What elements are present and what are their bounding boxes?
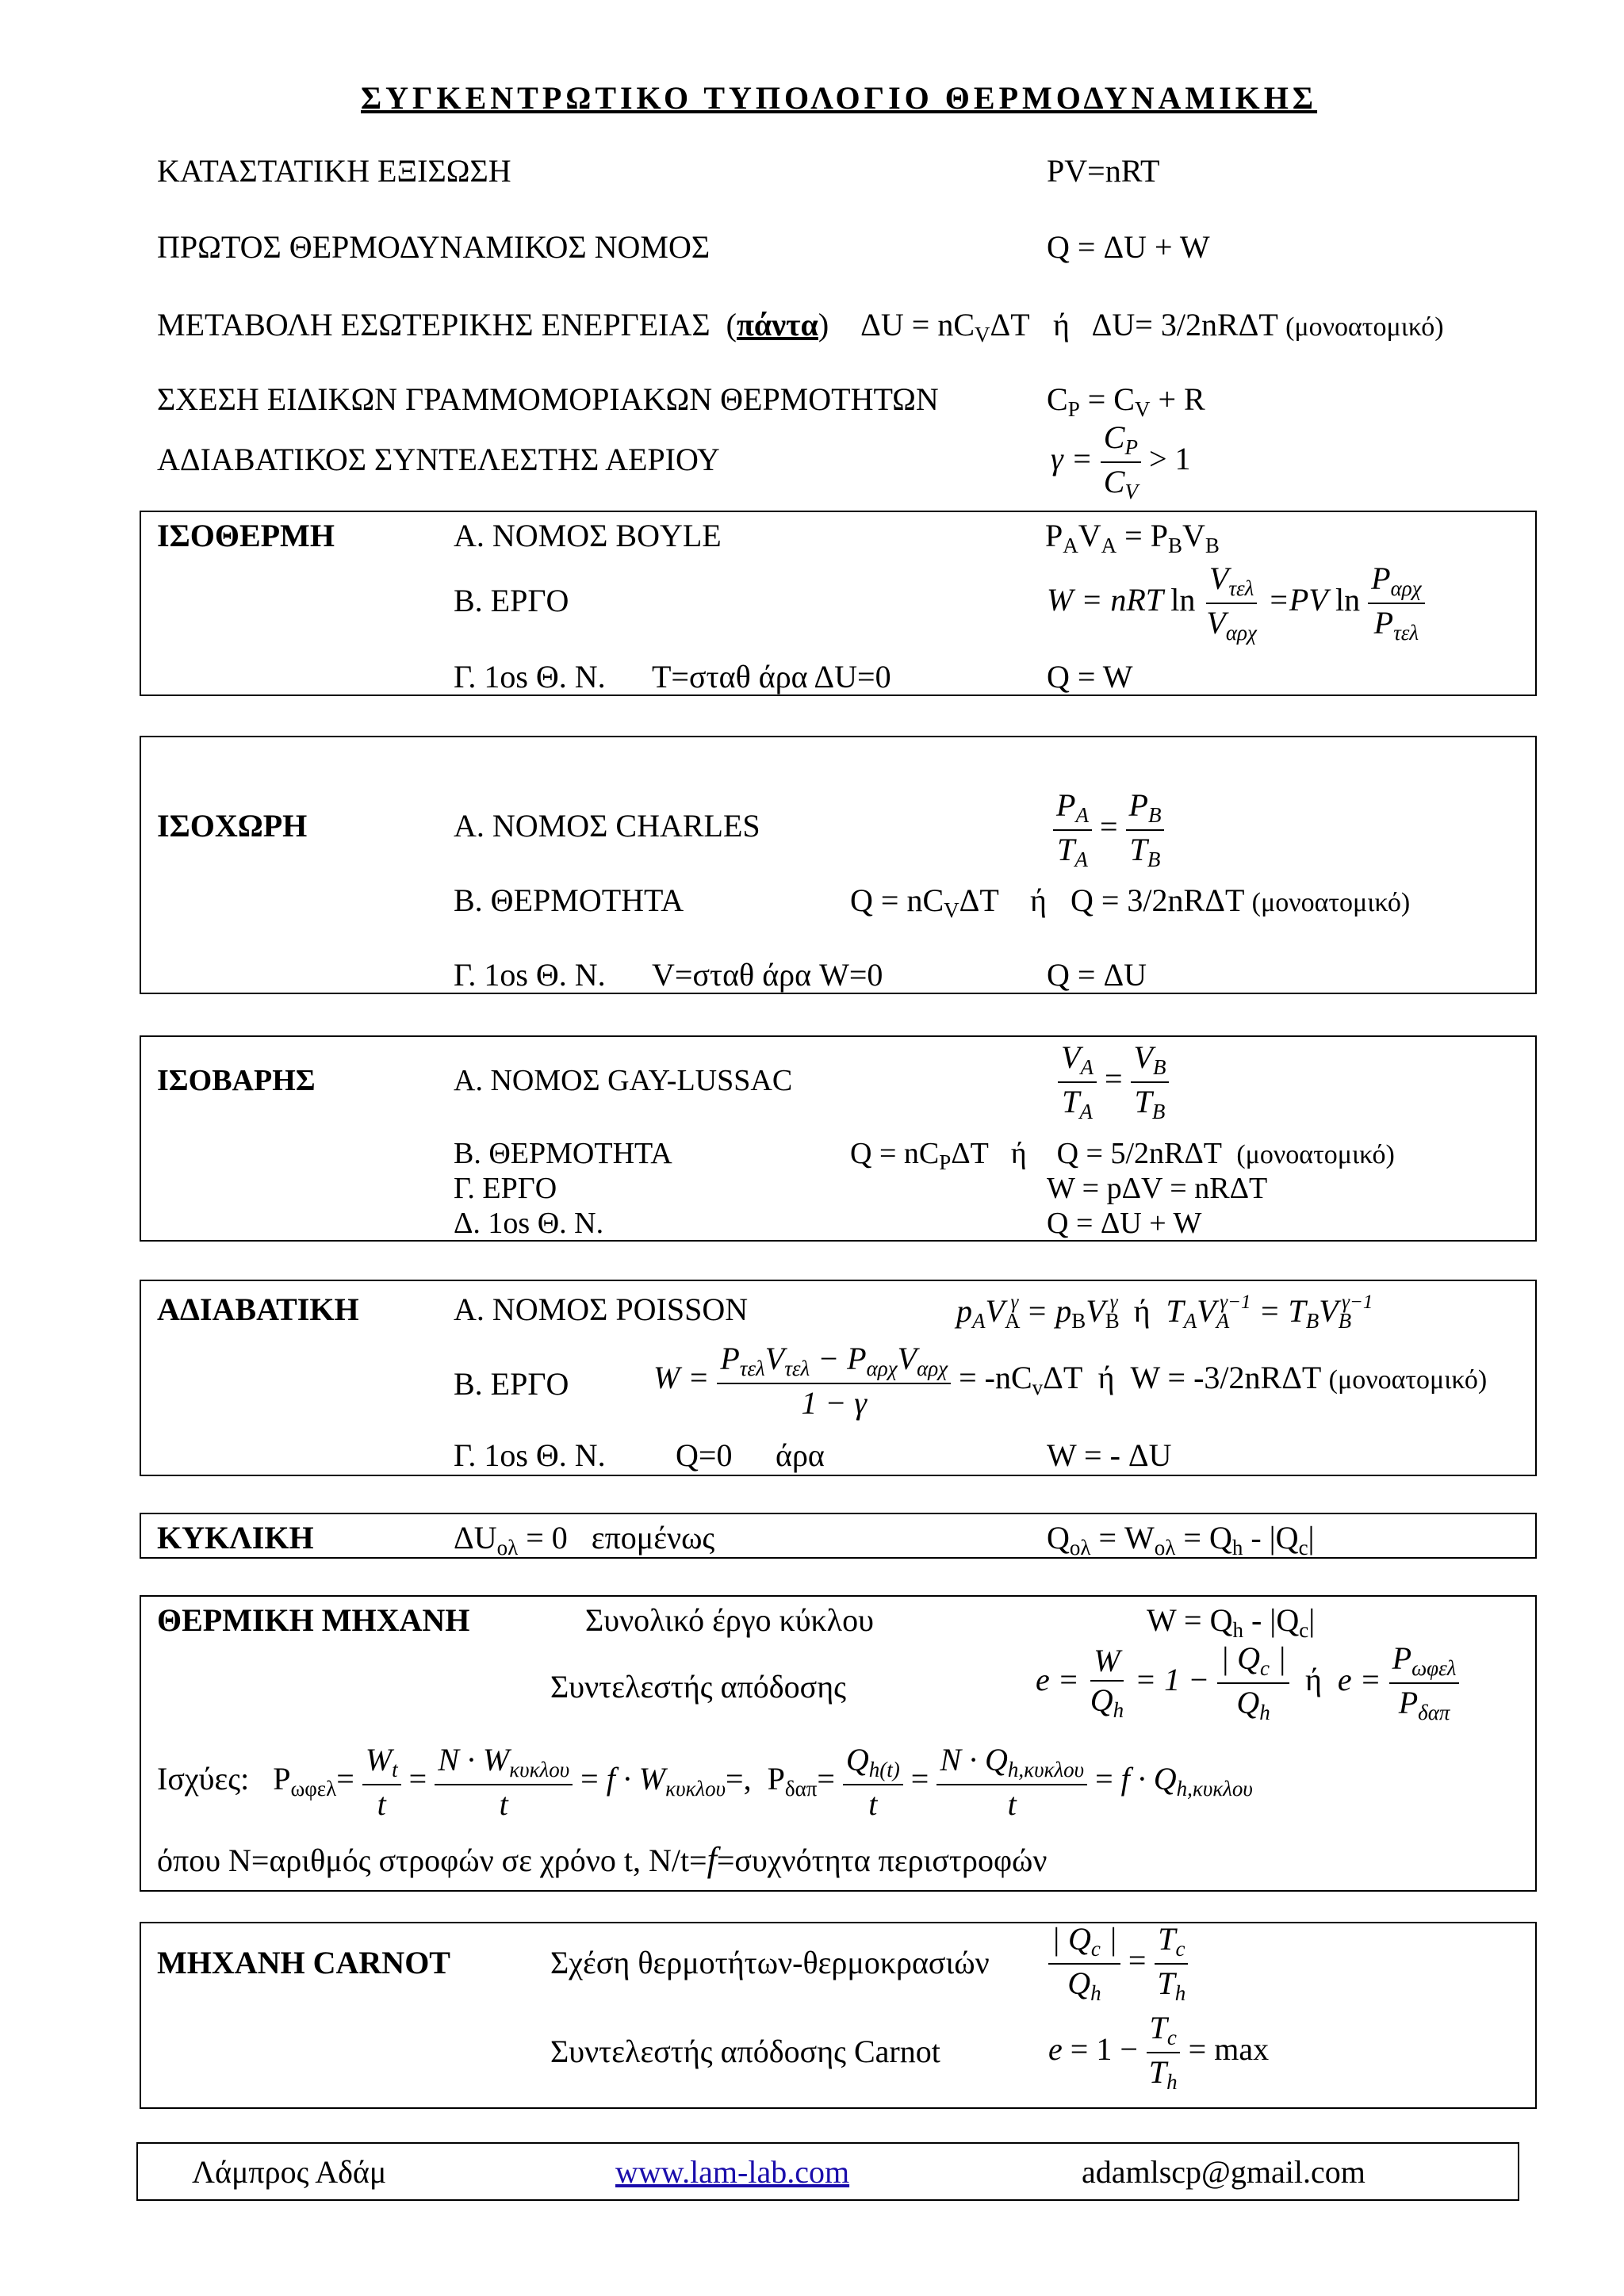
heat-capacity-formula: $C_P = C_V + R$ xyxy=(1047,381,1205,421)
first-law-formula: Q = ΔU + W xyxy=(1047,229,1210,265)
heat-engine-heading: ΘΕΡΜΙΚΗ ΜΗΧΑΝΗ xyxy=(157,1602,470,1638)
cyclic-result: $Q_{o\lambda} = W_{o\lambda} = Q_h - |Q_c|$ xyxy=(1047,1520,1315,1559)
first-law-label: ΠΡΩΤΟΣ ΘΕΡΜΟΔΥΝΑΜΙΚΟΣ ΝΟΜΟΣ xyxy=(157,229,710,265)
gay-lussac-formula: $\frac{V_A}{T_A}$ = $\frac{V_B}{T_B}$ xyxy=(1058,1040,1169,1123)
adiabatic-first-law-label: Γ. 1os Θ. Ν. xyxy=(454,1437,606,1473)
carnot-relation-label: Σχέση θερμοτήτων-θερμοκρασιών xyxy=(550,1945,990,1980)
isothermal-heading: ΙΣΟΘΕΡΜΗ xyxy=(157,518,335,553)
cyclic-heading: ΚΥΚΛΙΚΗ xyxy=(157,1520,314,1556)
powers-label: Ισχύες: xyxy=(157,1761,250,1797)
footer-email: adamlscp@gmail.com xyxy=(1082,2154,1365,2190)
isochoric-first-law-label: Γ. 1os Θ. Ν. xyxy=(454,957,606,993)
adiabatic-coeff-label: ΑΔΙΑΒΑΤΙΚΟΣ ΣΥΝΤΕΛΕΣΤΗΣ ΑΕΡΙΟΥ xyxy=(157,442,720,477)
isobaric-heading: ΙΣΟΒΑΡΗΣ xyxy=(157,1064,316,1097)
footer-website-link[interactable]: www.lam-lab.com xyxy=(615,2154,850,2190)
note-f: f xyxy=(707,1840,717,1879)
adiabatic-work-formula: W = $\frac{P_{\tau\varepsilon\lambda}V_{\tau\varepsilon\lambda} - P_{\alpha\rho\chi}V_{\alpha\rho\chi}}{1 - \gamma}$ = $-nC_v\Delta T$ ή W = -3/2nRΔT (μονοατομικό) xyxy=(653,1341,1488,1421)
isochoric-heat-formula: $Q = nC_V\Delta T$ ή Q = 3/2nRΔT (μονοατομικό) xyxy=(850,882,1411,922)
or-text: ή xyxy=(1052,307,1070,342)
adiabatic-heading: ΑΔΙΑΒΑΤΙΚΗ xyxy=(157,1292,359,1327)
poisson-law-label: Α. ΝΟΜΟΣ POISSON xyxy=(454,1292,749,1327)
isobaric-work-label: Γ. ΕΡΓΟ xyxy=(454,1172,557,1205)
isochoric-first-law-result: Q = ΔU xyxy=(1047,957,1147,993)
internal-energy-always: πάντα xyxy=(736,307,818,342)
cyclic-condition: $\Delta U_{o\lambda} = 0$ επομένως xyxy=(454,1520,715,1559)
state-equation-label: ΚΑΤΑΣΤΑΤΙΚΗ ΕΞΙΣΩΣΗ xyxy=(157,153,511,189)
efficiency-label: Συντελεστής απόδοσης xyxy=(550,1669,846,1705)
charles-law-label: Α. ΝΟΜΟΣ CHARLES xyxy=(454,808,760,844)
carnot-max: = max xyxy=(1188,2030,1270,2067)
isobaric-work-formula: W = pΔV = nRΔT xyxy=(1047,1172,1268,1205)
monatomic-note: (μονοατομικό) xyxy=(1285,312,1444,342)
isobaric-heat-formula: $Q = nC_P\Delta T$ ή Q = 5/2nRΔT (μονοατομικό) xyxy=(850,1137,1395,1174)
carnot-relation-formula: $\frac{| Q_c |}{Q_h}$ = $\frac{T_c}{T_h}$ xyxy=(1048,1922,1189,2005)
charles-law-formula: $\frac{P_A}{T_A}$ = $\frac{P_B}{T_B}$ xyxy=(1053,788,1164,871)
heat-capacity-label: ΣΧΕΣΗ ΕΙΔΙΚΩΝ ΓΡΑΜΜΟΜΟΡΙΑΚΩΝ ΘΕΡΜΟΤΗΤΩΝ xyxy=(157,381,939,417)
cyclic-therefore: επομένως xyxy=(591,1520,715,1556)
gamma-formula: γ = $\frac{C_P}{C_V}$ > 1 xyxy=(1051,419,1191,503)
adiabatic-first-law-result: W = - ΔU xyxy=(1047,1437,1172,1473)
adiabatic-work-label: Β. ΕΡΓΟ xyxy=(454,1366,569,1402)
internal-energy-label: ΜΕΤΑΒΟΛΗ ΕΣΩΤΕΡΙΚΗΣ ΕΝΕΡΓΕΙΑΣ xyxy=(157,307,710,342)
isothermal-first-law-label: Γ. 1os Θ. Ν. xyxy=(454,659,606,695)
heat-engine-note xyxy=(157,1840,1048,1879)
gay-lussac-label: Α. ΝΟΜΟΣ GAY-LUSSAC xyxy=(454,1064,793,1097)
adiabatic-condition-ara: άρα xyxy=(776,1437,825,1473)
isothermal-condition: Τ=σταθ άρα ΔU=0 xyxy=(652,659,891,695)
efficiency-formula: e = $\frac{W}{Q_h}$ = 1 − $\frac{| Q_c |}{Q_h}$ ή e = $\frac{P_{\omega\varphi\varepsilon\lambda}}{P_{\delta\alpha\pi}}$ xyxy=(1036,1641,1459,1724)
isobaric-heat-label: Β. ΘΕΡΜΟΤΗΤΑ xyxy=(454,1137,672,1170)
carnot-heading: ΜΗΧΑΝΗ CARNOT xyxy=(157,1945,450,1980)
cyclic-box xyxy=(140,1513,1537,1559)
isochoric-box xyxy=(140,736,1537,994)
total-work-formula: $W = Q_h - |Q_c|$ xyxy=(1147,1602,1316,1642)
internal-energy-row: ΜΕΤΑΒΟΛΗ ΕΣΩΤΕΡΙΚΗΣ ΕΝΕΡΓΕΙΑΣ (πάντα) $\Delta U = nC_V\Delta T$ ή ΔU= 3/2nRΔT (μονοατομικό) xyxy=(157,307,1444,346)
isothermal-work-formula: W = nRT ln $\frac{V_{\tau\varepsilon\lambda}}{V_{\alpha\rho\chi}}$ =PV ln $\frac{P_{\alpha\rho\chi}}{P_{\tau\varepsilon\lambda}}$ xyxy=(1047,561,1425,645)
isothermal-work-label: Β. ΕΡΓΟ xyxy=(454,583,569,618)
carnot-efficiency-label: Συντελεστής απόδοσης Carnot xyxy=(550,2034,940,2069)
note-end: =συχνότητα περιστροφών xyxy=(716,1843,1048,1878)
isochoric-heat-label: Β. ΘΕΡΜΟΤΗΤΑ xyxy=(454,882,684,918)
page-title: ΣΥΓΚΕΝΤΡΩΤΙΚΟ ΤΥΠΟΛΟΓΙΟ ΘΕΡΜΟΔΥΝΑΜΙΚΗΣ xyxy=(361,80,1318,116)
adiabatic-condition-q: Q=0 xyxy=(676,1437,733,1473)
note-text: όπου Ν=αριθμός στροφών σε χρόνο t, N/t= xyxy=(157,1843,707,1878)
isochoric-heading: ΙΣΟΧΩΡΗ xyxy=(157,808,308,844)
boyle-law-formula: $P_AV_A = P_BV_B$ xyxy=(1045,518,1220,557)
carnot-efficiency-formula: e = 1 − $\frac{T_c}{T_h}$ = max xyxy=(1048,2010,1270,2094)
state-equation: PV=nRT xyxy=(1047,153,1160,189)
footer-author: Λάμπρος Αδάμ xyxy=(192,2154,387,2190)
isochoric-condition: V=σταθ άρα W=0 xyxy=(652,957,883,993)
isothermal-first-law-result: Q = W xyxy=(1047,659,1133,695)
powers-formula: Ισχύες: $P_{\omega\varphi\varepsilon\lambda}=$ $\frac{W_t}{t}$ = $\frac{N \cdot W_{\kappa\upsilon\kappa\lambda o\upsilon}}{t}$ = $f \cdot W_{\kappa\upsilon\kappa\lambda o\upsilon}=$, $P_{\delta\alpha\pi}=$ $\frac{Q_{h(t)}}{t}$ = $\frac{N \cdot Q_{h,\kappa\upsilon\kappa\lambda o\upsilon}}{t}$ = $f \cdot Q_{h,\kappa\upsilon\kappa\lambda o\upsilon}$ xyxy=(157,1742,1253,1822)
total-work-label: Συνολικό έργο κύκλου xyxy=(585,1602,874,1638)
boyle-law-label: Α. ΝΟΜΟΣ BOYLE xyxy=(454,518,722,553)
isobaric-first-law-label: Δ. 1os Θ. Ν. xyxy=(454,1207,604,1240)
poisson-law-formula: $p_AV_A^\gamma = p_BV_B^\gamma$ ή $T_AV_A^{\gamma-1} = T_BV_B^{\gamma-1}$ xyxy=(956,1292,1373,1333)
isobaric-first-law-result: Q = ΔU + W xyxy=(1047,1207,1202,1240)
